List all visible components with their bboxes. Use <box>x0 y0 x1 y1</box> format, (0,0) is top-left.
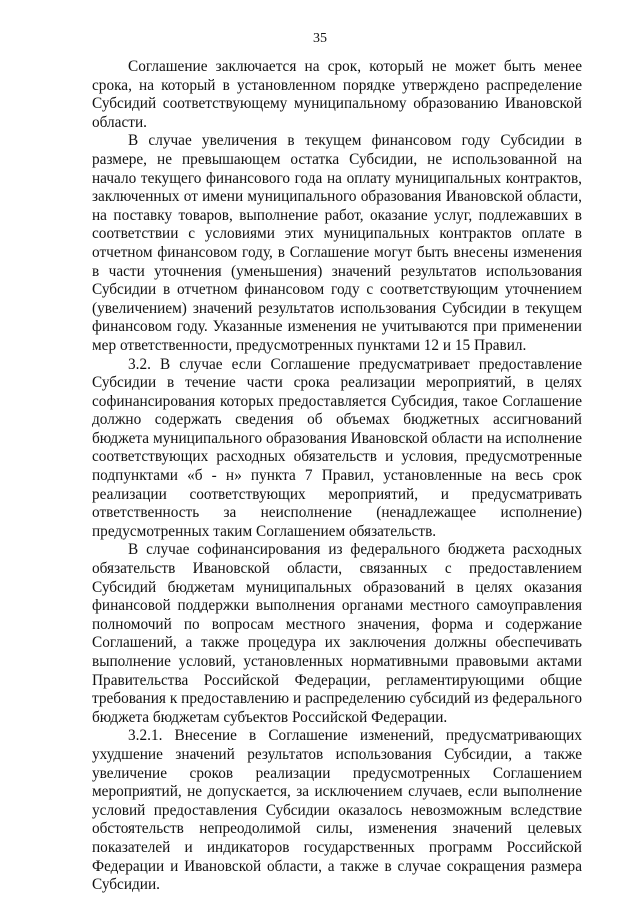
paragraph-3-2: 3.2. В случае если Соглашение предусматривает предоставление Субсидии в течение части срока реализации мероприятий, в целях софинансирования которых предоставляется Субсидия, такое Соглашение должно содержать сведения об объемах бюджетных ассигнований бюджета муниципального образования Ивановской области на исполнение соответствующих расходных обязательств и условия, предусмотренные подпунктами «б - н» пункта 7 Правил, установленные на весь срок реализации соответствующих мероприятий, и предусматривать ответственность за неисполнение (ненадлежащее исполнение) предусмотренных таким Соглашением обязательств. <box>92 355 582 540</box>
page-number: 35 <box>313 31 327 46</box>
paragraph-3-2-1: 3.2.1. Внесение в Соглашение изменений, предусматривающих ухудшение значений результатов использования Субсидии, а также увеличение сроков реализации предусмотренных Соглашением мероприятий, не допускается, за исключением случаев, если выполнение условий предоставления Субсидии оказалось невозможным вследствие обстоятельств непреодолимой силы, изменения значений целевых показателей и индикаторов государственных программ Российской Федерации и Ивановской области, а также в случае сокращения размера Субсидии. <box>92 727 582 894</box>
document-body <box>92 58 582 895</box>
paragraph-federal-cofinancing: В случае софинансирования из федерального бюджета расходных обязательств Ивановской области, связанных с предоставлением Субсидий бюджетам муниципальных образований в целях оказания финансовой поддержки выполнения органами местного самоуправления полномочий по вопросам местного значения, форма и содержание Соглашений, а также процедура их заключения должны обеспечивать выполнение условий, установленных нормативными правовыми актами Правительства Российской Федерации, регламентирующими общие требования к предоставлению и распределению субсидий из федерального бюджета бюджетам субъектов Российской Федерации. <box>92 541 582 726</box>
paragraph-agreement-term: Соглашение заключается на срок, который не может быть менее срока, на который в установленном порядке утверждено распределение Субсидий соответствующему муниципальному образованию Ивановской области. <box>92 58 582 131</box>
paragraph-subsidy-increase: В случае увеличения в текущем финансовом году Субсидии в размере, не превышающем остатка Субсидии, не использованной на начало текущего финансового года на оплату муниципальных контрактов, заключенных от имени муниципального образования Ивановской области, на поставку товаров, выполнение работ, оказание услуг, подлежавших в соответствии с условиями этих муниципальных контрактов оплате в отчетном финансовом году, в Соглашение могут быть внесены изменения в части уточнения (уменьшения) значений результатов использования Субсидии в отчетном финансовом году с соответствующим уточнением (увеличением) значений результатов использования Субсидии в текущем финансовом году. Указанные изменения не учитываются при применении мер ответственности, предусмотренных пунктами 12 и 15 Правил. <box>92 132 582 354</box>
